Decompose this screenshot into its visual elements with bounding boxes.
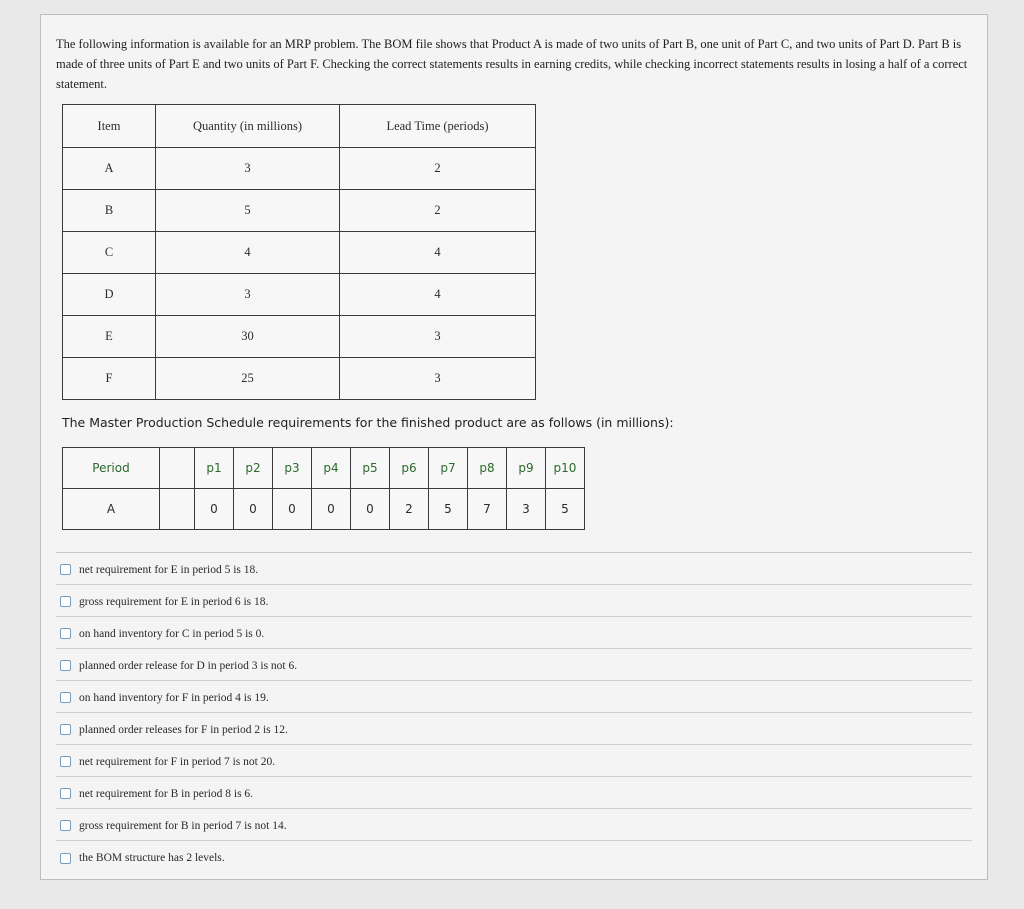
spacer-cell	[160, 489, 195, 530]
checkbox[interactable]	[60, 820, 71, 831]
period-cell: p3	[273, 448, 312, 489]
period-cell: p9	[507, 448, 546, 489]
mps-value-cell: 0	[273, 489, 312, 530]
item-cell: D	[63, 274, 156, 316]
lead-time-cell: 3	[340, 358, 536, 400]
checkbox[interactable]	[60, 564, 71, 575]
mps-value-cell: 0	[312, 489, 351, 530]
mps-item-label: A	[63, 489, 160, 530]
intro-text: The following information is available for an MRP problem. The BOM file shows that Product A is made of two units of Part B, one unit of Part C, and two units of Part D. Part B is made of three units of Part E and two units of Part F. Checking the correct statements results in earning credits, while checking incorrect statements results in losing a half of a correct statement.	[56, 37, 968, 91]
option-item[interactable]	[56, 713, 972, 745]
table-row	[63, 232, 536, 274]
item-cell: F	[63, 358, 156, 400]
mps-value-cell: 0	[351, 489, 390, 530]
mps-value-cell: 2	[390, 489, 429, 530]
mps-value-cell: 3	[507, 489, 546, 530]
option-label: planned order release for D in period 3 is not 6.	[79, 659, 298, 672]
option-label: net requirement for B in period 8 is 6.	[79, 787, 254, 800]
header-lead-time: Lead Time (periods)	[340, 105, 536, 148]
item-cell: A	[63, 148, 156, 190]
item-cell: E	[63, 316, 156, 358]
option-item[interactable]	[56, 617, 972, 649]
table-row	[63, 148, 536, 190]
mps-value-cell: 0	[195, 489, 234, 530]
quantity-cell: 4	[156, 232, 340, 274]
option-label: on hand inventory for C in period 5 is 0.	[79, 627, 265, 640]
option-item[interactable]	[56, 585, 972, 617]
lead-time-cell: 4	[340, 274, 536, 316]
mps-period-row	[63, 448, 585, 489]
period-cell: p8	[468, 448, 507, 489]
table-row	[63, 274, 536, 316]
checkbox[interactable]	[60, 660, 71, 671]
option-item[interactable]	[56, 777, 972, 809]
mps-value-cell: 5	[546, 489, 585, 530]
period-cell: p5	[351, 448, 390, 489]
mps-value-cell: 5	[429, 489, 468, 530]
quantity-cell: 3	[156, 148, 340, 190]
checkbox[interactable]	[60, 596, 71, 607]
quantity-cell: 25	[156, 358, 340, 400]
checkbox[interactable]	[60, 692, 71, 703]
period-cell: p1	[195, 448, 234, 489]
mps-table	[62, 447, 585, 530]
option-item[interactable]	[56, 745, 972, 777]
checkbox[interactable]	[60, 853, 71, 864]
quantity-cell: 30	[156, 316, 340, 358]
mps-value-cell: 7	[468, 489, 507, 530]
option-label: net requirement for E in period 5 is 18.	[79, 563, 259, 576]
option-label: gross requirement for E in period 6 is 18.	[79, 595, 269, 608]
period-cell: p7	[429, 448, 468, 489]
option-label: gross requirement for B in period 7 is not 14.	[79, 819, 287, 832]
table-row	[63, 358, 536, 400]
mps-value-row	[63, 489, 585, 530]
option-label: on hand inventory for F in period 4 is 19.	[79, 691, 269, 704]
lead-time-cell: 4	[340, 232, 536, 274]
checkbox[interactable]	[60, 628, 71, 639]
spacer-cell	[160, 448, 195, 489]
option-item[interactable]	[56, 553, 972, 585]
table-row	[63, 190, 536, 232]
checkbox[interactable]	[60, 788, 71, 799]
period-cell: p10	[546, 448, 585, 489]
table-header-row	[63, 105, 536, 148]
lead-time-cell: 2	[340, 190, 536, 232]
header-item: Item	[63, 105, 156, 148]
item-cell: B	[63, 190, 156, 232]
lead-time-cell: 2	[340, 148, 536, 190]
mps-value-cell: 0	[234, 489, 273, 530]
item-cell: C	[63, 232, 156, 274]
option-item[interactable]	[56, 841, 972, 873]
option-label: net requirement for F in period 7 is not 20.	[79, 755, 276, 768]
quantity-cell: 5	[156, 190, 340, 232]
table-row	[63, 316, 536, 358]
header-quantity: Quantity (in millions)	[156, 105, 340, 148]
option-label: the BOM structure has 2 levels.	[79, 852, 225, 864]
option-item[interactable]	[56, 649, 972, 681]
checkbox[interactable]	[60, 724, 71, 735]
period-cell: p4	[312, 448, 351, 489]
option-item[interactable]	[56, 681, 972, 713]
mps-title: The Master Production Schedule requirements for the finished product are as follows (in millions):	[62, 415, 674, 430]
period-cell: p2	[234, 448, 273, 489]
option-label: planned order releases for F in period 2 is 12.	[79, 723, 288, 736]
quantity-cell: 3	[156, 274, 340, 316]
lead-time-cell: 3	[340, 316, 536, 358]
period-label: Period	[63, 448, 160, 489]
answer-options	[56, 553, 972, 873]
checkbox[interactable]	[60, 756, 71, 767]
option-item[interactable]	[56, 809, 972, 841]
period-cell: p6	[390, 448, 429, 489]
item-info-table	[62, 104, 536, 400]
